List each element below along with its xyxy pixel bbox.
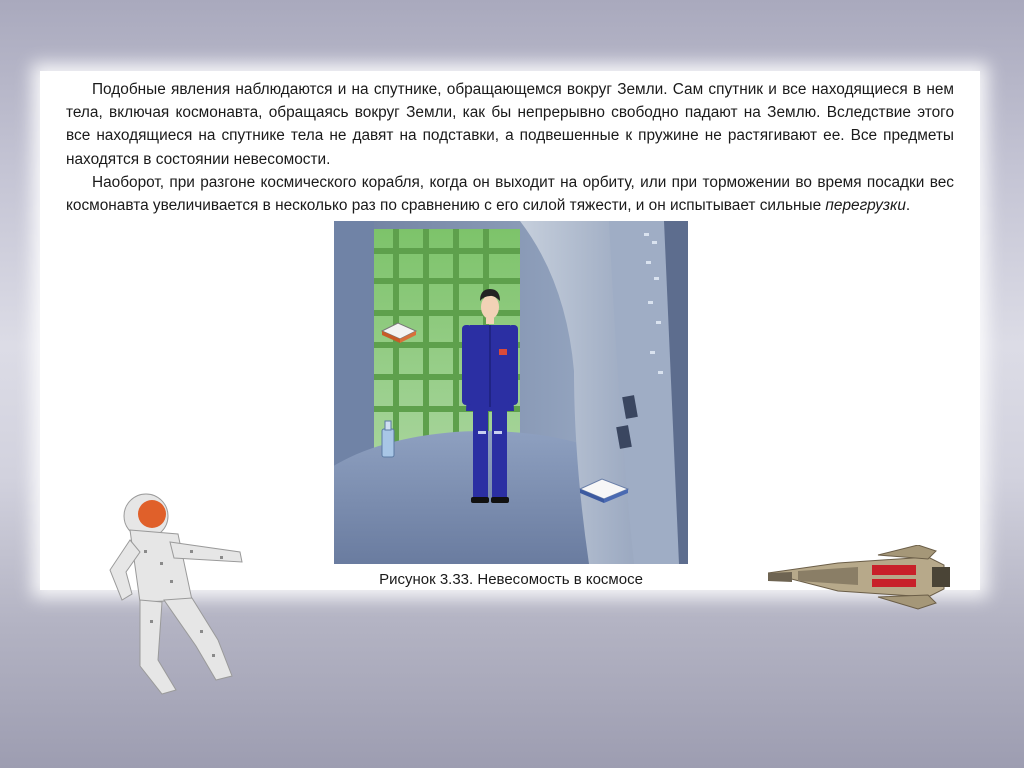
paragraph-2-main: Наоборот, при разгоне космического корабля, когда он выходит на орбиту, или при торможении во время посадки вес космонавта увеличивается в несколько раз по сравнению с его силой тяжести, и он испытывает сильные <box>66 173 954 215</box>
space-station-interior <box>334 221 688 564</box>
astronaut-decoration-icon <box>100 490 260 700</box>
paragraph-2 <box>66 171 954 217</box>
rocket-decoration-icon <box>768 545 954 611</box>
figure-caption: Рисунок 3.33. Невесомость в космосе <box>379 571 643 588</box>
paragraph-2-emphasis: перегрузки <box>825 197 906 215</box>
weightlessness-illustration <box>334 221 688 564</box>
paragraph-2-end: . <box>905 197 911 215</box>
body-text <box>66 78 954 217</box>
paragraph-1: Подобные явления наблюдаются и на спутнике, обращающемся вокруг Земли. Сам спутник и все находящиеся в нем тела, включая космонавта, обращаясь вокруг Земли, как бы непрерывно свободно падают на Землю. Вследствие этого все находящиеся на спутнике тела не давят на подставки, а подвешенные к пружине не растягивают ее. Все предметы находятся в состоянии невесомости. <box>66 81 954 168</box>
